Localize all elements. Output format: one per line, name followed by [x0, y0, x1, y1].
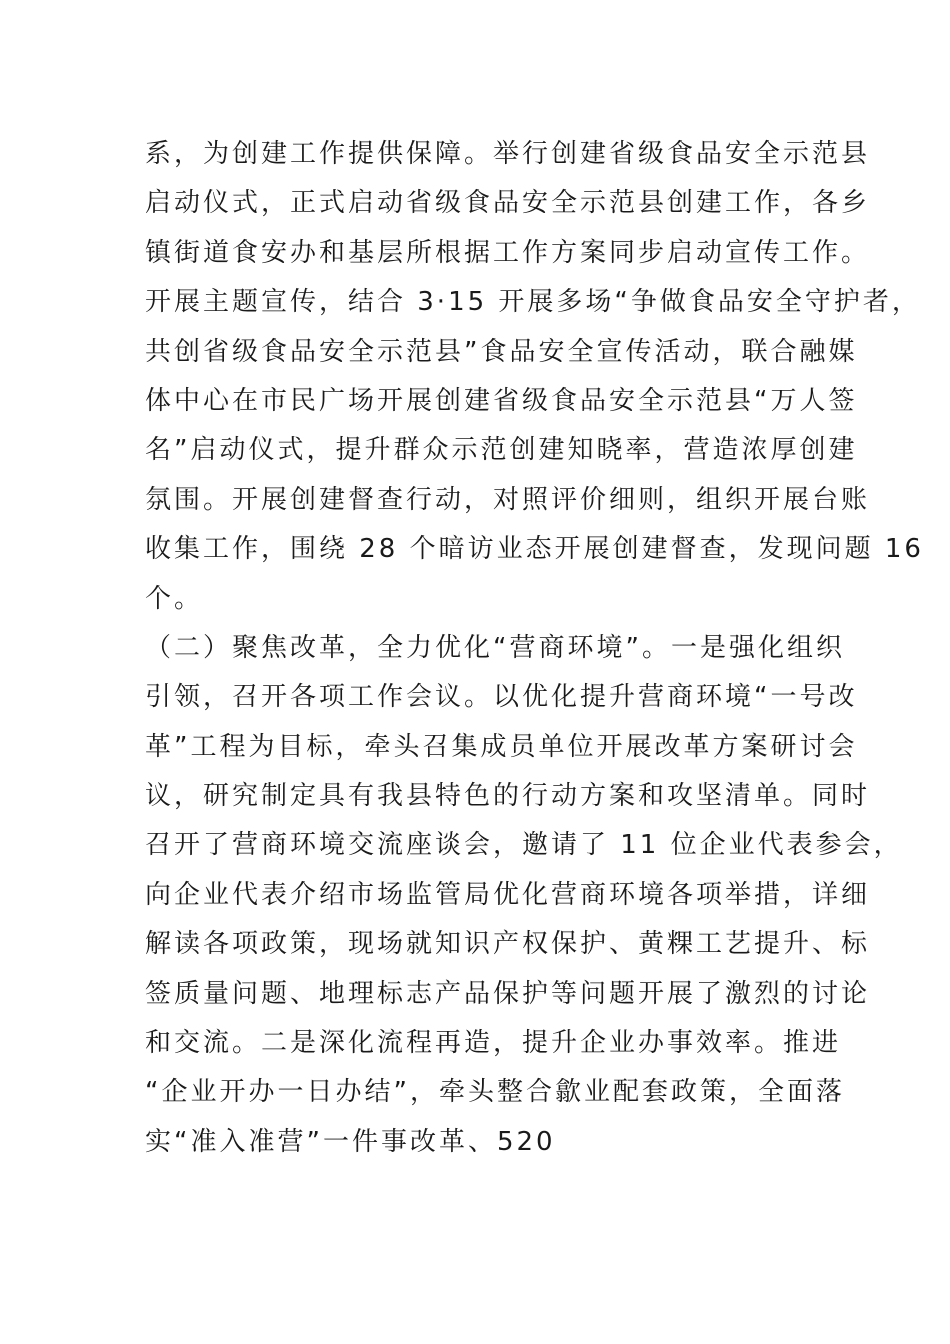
- text-line: 引领，召开各项工作会议。以优化提升营商环境“一号改: [145, 682, 858, 713]
- body-text: [145, 130, 924, 1167]
- text-line: 解读各项政策，现场就知识产权保护、黄粿工艺提升、标: [145, 929, 871, 960]
- text-line: 向企业代表介绍市场监管局优化营商环境各项举措，详细: [145, 879, 871, 910]
- text-line: 启动仪式，正式启动省级食品安全示范县创建工作，各乡: [145, 188, 871, 219]
- text-line: 议，研究制定具有我县特色的行动方案和攻坚清单。同时: [145, 781, 871, 812]
- text-line: 个。: [145, 583, 204, 614]
- text-line: 体中心在市民广场开展创建省级食品安全示范县“万人签: [145, 385, 858, 416]
- text-line: 革”工程为目标，牵头召集成员单位开展改革方案研讨会: [145, 731, 858, 762]
- text-line: 实“准入准营”一件事改革、520: [145, 1126, 556, 1157]
- text-line: 镇街道食安办和基层所根据工作方案同步启动宣传工作。: [145, 237, 871, 268]
- text-line: 名”启动仪式，提升群众示范创建知晓率，营造浓厚创建: [145, 435, 858, 466]
- text-line: 氛围。开展创建督查行动，对照评价细则，组织开展台账: [145, 484, 871, 515]
- text-line: 和交流。二是深化流程再造，提升企业办事效率。推进: [145, 1028, 842, 1059]
- text-line: 开展主题宣传，结合 3·15 开展多场“争做食品安全守护者，: [145, 287, 921, 318]
- text-line: 共创省级食品安全示范县”食品安全宣传活动，联合融媒: [145, 336, 858, 367]
- section-heading-line: （二）聚焦改革，全力优化“营商环境”。一是强化组织: [145, 632, 845, 663]
- text-line: 召开了营商环境交流座谈会，邀请了 11 位企业代表参会，: [145, 830, 903, 861]
- text-line: 签质量问题、地理标志产品保护等问题开展了激烈的讨论: [145, 978, 871, 1009]
- text-line: 收集工作，围绕 28 个暗访业态开展创建督查，发现问题 16: [145, 534, 924, 565]
- text-line: “企业开办一日办结”，牵头整合歙业配套政策，全面落: [145, 1077, 845, 1108]
- text-line: 系，为创建工作提供保障。举行创建省级食品安全示范县: [145, 139, 871, 169]
